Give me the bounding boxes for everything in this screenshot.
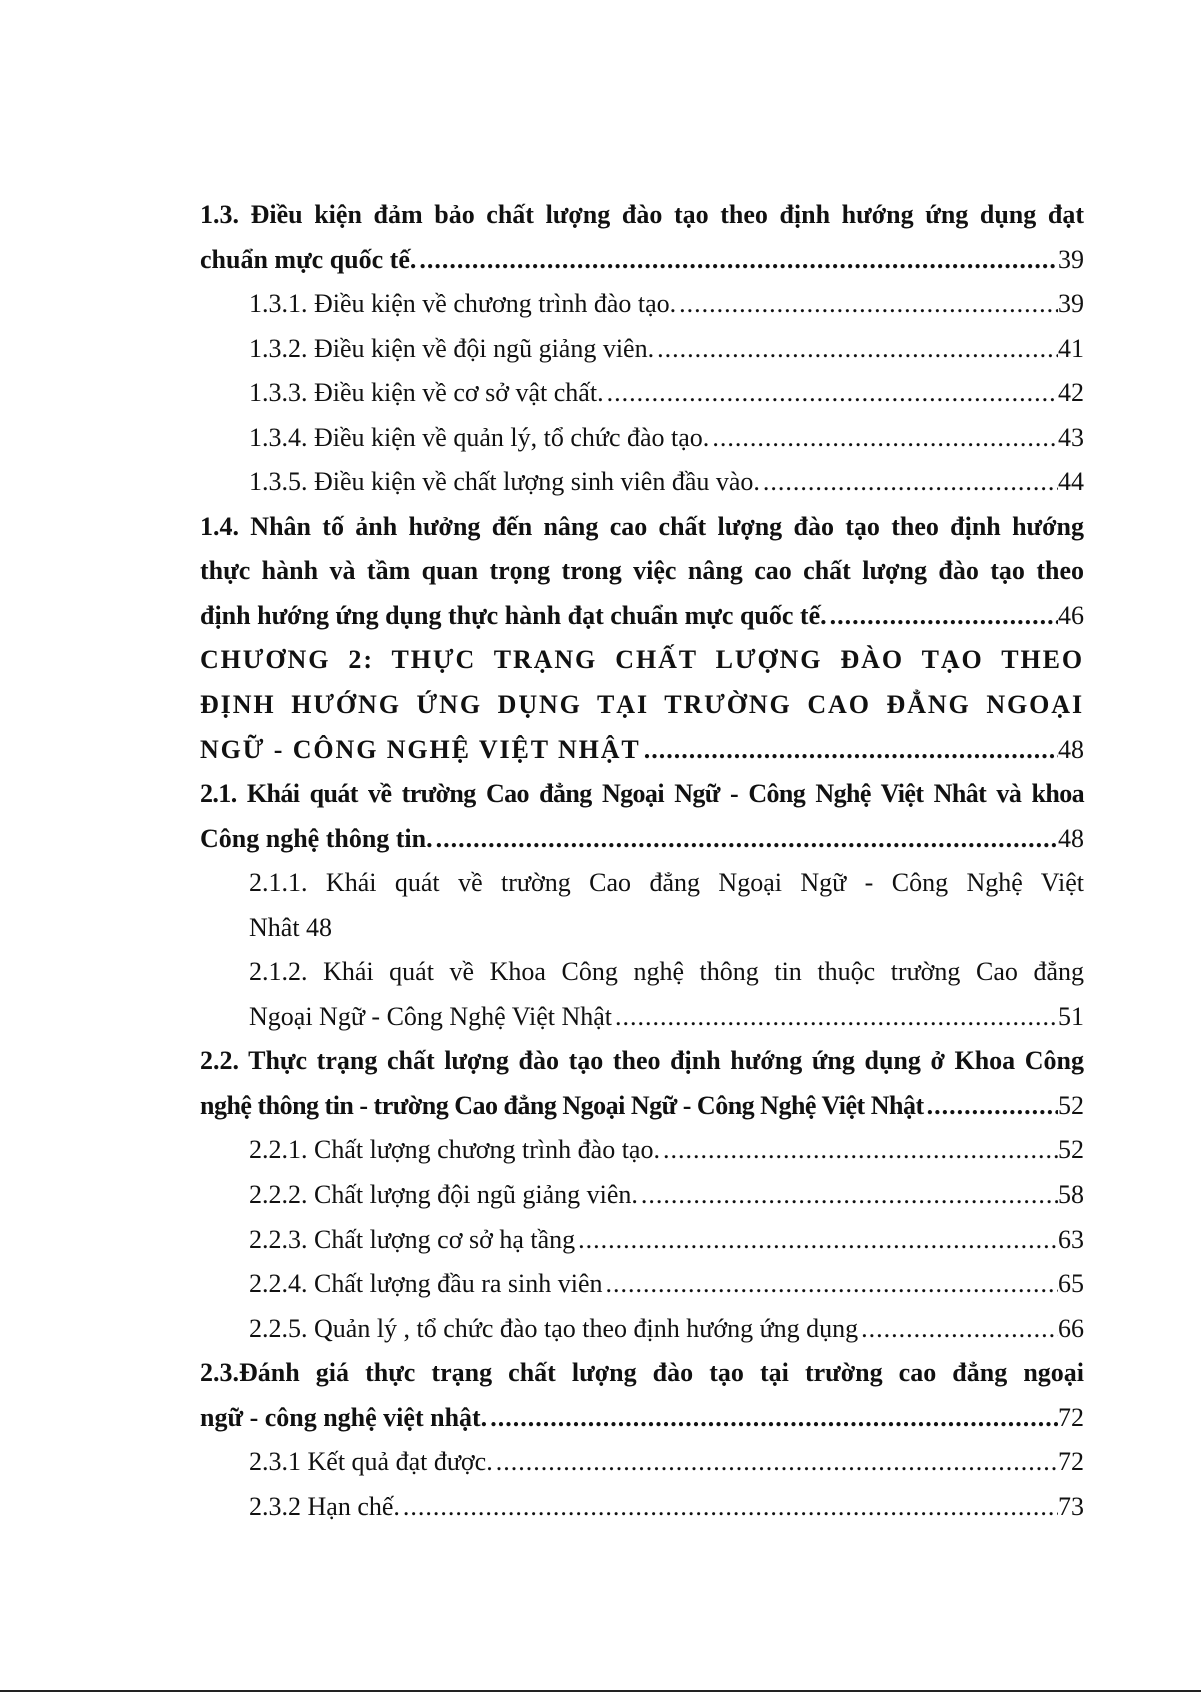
toc-entry-text: nghệ thông tin - trường Cao đẳng Ngoại Ngữ - Công Nghệ Việt Nhật xyxy=(200,1090,924,1120)
dot-leader xyxy=(641,728,1058,773)
toc-entry-2-2-5 xyxy=(200,1307,1084,1352)
page-number: 46 xyxy=(1058,600,1084,630)
page-number: 63 xyxy=(1058,1224,1084,1254)
page-number: 66 xyxy=(1058,1313,1084,1343)
toc-chapter-2 xyxy=(200,638,1084,683)
toc-entry-2-2-cont xyxy=(200,1084,1084,1129)
toc-entry-2-3-2 xyxy=(200,1485,1084,1530)
toc-entry-2-1 xyxy=(200,772,1084,817)
page-number: 39 xyxy=(1058,289,1084,319)
dot-leader xyxy=(858,1307,1058,1352)
toc-entry-text: Công nghệ thông tin. xyxy=(200,823,433,853)
page-number: 39 xyxy=(1058,244,1084,274)
dot-leader xyxy=(638,1173,1058,1218)
toc-entry-text: ngữ - công nghệ việt nhật. xyxy=(200,1402,488,1432)
toc-entry-2-1-cont xyxy=(200,817,1084,862)
dot-leader xyxy=(612,995,1058,1040)
toc-entry-text: 1.3.2. Điều kiện về đội ngũ giảng viên. xyxy=(249,333,655,363)
toc-entry-text: Nhât 48 xyxy=(249,912,333,942)
toc-entry-2-3-1 xyxy=(200,1440,1084,1485)
dot-leader xyxy=(924,1084,1058,1129)
toc-entry-text: NGỮ - CÔNG NGHỆ VIỆT NHẬT xyxy=(200,734,641,764)
toc-entry-1-3-3 xyxy=(200,371,1084,416)
toc-entry-2-1-1-cont xyxy=(200,906,1084,951)
toc-entry-text: 2.1. Khái quát về trường Cao đẳng Ngoại Ngữ - Công Nghệ Việt Nhât và khoa xyxy=(200,779,1084,809)
toc-entry-text: 2.2. Thực trạng chất lượng đào tạo theo định hướng ứng dụng ở Khoa Công xyxy=(200,1046,1084,1076)
toc-entry-text: 2.3.2 Hạn chế. xyxy=(249,1491,400,1521)
toc-entry-1-4-cont-2 xyxy=(200,594,1084,639)
page-number: 41 xyxy=(1058,333,1084,363)
toc-entry-2-2 xyxy=(200,1039,1084,1084)
toc-entry-2-1-2 xyxy=(200,950,1084,995)
toc-entry-text: 2.2.5. Quản lý , tổ chức đào tạo theo định hướng ứng dụng xyxy=(249,1313,859,1343)
toc-entry-1-4-cont xyxy=(200,549,1084,594)
toc-entry-text: định hướng ứng dụng thực hành đạt chuẩn mực quốc tế. xyxy=(200,600,827,630)
page-number: 42 xyxy=(1058,378,1084,408)
toc-entry-text: 1.3.3. Điều kiện về cơ sở vật chất. xyxy=(249,378,604,408)
dot-leader xyxy=(603,1262,1058,1307)
toc-entry-text: 1.3. Điều kiện đảm bảo chất lượng đào tạo theo định hướng ứng dụng đạt xyxy=(200,200,1084,229)
dot-leader xyxy=(487,1396,1058,1441)
page-number: 58 xyxy=(1058,1180,1084,1210)
toc-entry-1-3-4 xyxy=(200,416,1084,461)
dot-leader xyxy=(604,371,1058,416)
toc-entry-2-2-2 xyxy=(200,1173,1084,1218)
toc-entry-text: 2.3.1 Kết quả đạt được. xyxy=(249,1447,493,1477)
dot-leader xyxy=(654,327,1058,372)
page-number: 52 xyxy=(1058,1090,1084,1120)
toc-entry-text: 2.2.4. Chất lượng đầu ra sinh viên xyxy=(249,1269,603,1299)
bottom-border-line xyxy=(0,1690,1201,1692)
page-number: 44 xyxy=(1058,467,1084,497)
toc-entry-1-3-1 xyxy=(200,282,1084,327)
table-of-contents xyxy=(200,193,1084,1529)
page-number: 48 xyxy=(1058,734,1084,764)
toc-entry-2-3 xyxy=(200,1351,1084,1396)
toc-entry-text: 2.3.Đánh giá thực trạng chất lượng đào tạo tại trường cao đẳng ngoại xyxy=(200,1358,1084,1388)
page-number: 48 xyxy=(1058,823,1084,853)
toc-entry-text: ĐỊNH HƯỚNG ỨNG DỤNG TẠI TRƯỜNG CAO ĐẲNG NGOẠI xyxy=(200,690,1084,720)
dot-leader xyxy=(760,460,1058,505)
toc-entry-text: 1.4. Nhân tố ảnh hưởng đến nâng cao chất lượng đào tạo theo định hướng xyxy=(200,511,1084,541)
dot-leader xyxy=(827,594,1058,639)
page-number: 73 xyxy=(1058,1491,1084,1521)
dot-leader xyxy=(433,817,1058,862)
dot-leader xyxy=(493,1440,1058,1485)
toc-chapter-2-cont-2 xyxy=(200,728,1084,773)
toc-chapter-2-cont xyxy=(200,683,1084,728)
toc-entry-1-3-cont xyxy=(200,238,1084,283)
toc-entry-text: 2.1.2. Khái quát về Khoa Công nghệ thông tin thuộc trường Cao đẳng xyxy=(249,957,1084,987)
toc-entry-text: 2.2.1. Chất lượng chương trình đào tạo. xyxy=(249,1135,660,1165)
page-number: 52 xyxy=(1058,1135,1084,1165)
toc-entry-1-3-2 xyxy=(200,327,1084,372)
toc-entry-2-1-1 xyxy=(200,861,1084,906)
toc-entry-1-3 xyxy=(200,193,1084,238)
toc-entry-text: 1.3.4. Điều kiện về quản lý, tổ chức đào tạo. xyxy=(249,422,710,452)
toc-entry-1-4 xyxy=(200,505,1084,550)
dot-leader xyxy=(400,1485,1058,1530)
toc-entry-2-2-3 xyxy=(200,1218,1084,1263)
page-number: 65 xyxy=(1058,1269,1084,1299)
toc-entry-text: 2.2.3. Chất lượng cơ sở hạ tầng xyxy=(249,1224,576,1254)
page-number: 51 xyxy=(1058,1001,1084,1031)
toc-entry-text: 1.3.5. Điều kiện về chất lượng sinh viên đầu vào. xyxy=(249,467,760,497)
toc-entry-text: Ngoại Ngữ - Công Nghệ Việt Nhật xyxy=(249,1001,612,1031)
toc-entry-text: 2.1.1. Khái quát về trường Cao đẳng Ngoại Ngữ - Công Nghệ Việt xyxy=(249,868,1084,898)
page-number: 43 xyxy=(1058,422,1084,452)
dot-leader xyxy=(660,1128,1058,1173)
toc-entry-2-2-1 xyxy=(200,1128,1084,1173)
toc-entry-2-1-2-cont xyxy=(200,995,1084,1040)
dot-leader xyxy=(416,238,1058,283)
toc-entry-text: thực hành và tầm quan trọng trong việc nâng cao chất lượng đào tạo theo xyxy=(200,556,1084,586)
toc-entry-2-2-4 xyxy=(200,1262,1084,1307)
page-number: 72 xyxy=(1058,1402,1084,1432)
dot-leader xyxy=(575,1218,1058,1263)
dot-leader xyxy=(676,282,1058,327)
toc-entry-text: 2.2.2. Chất lượng đội ngũ giảng viên. xyxy=(249,1180,638,1210)
toc-entry-1-3-5 xyxy=(200,460,1084,505)
toc-entry-text: 1.3.1. Điều kiện về chương trình đào tạo. xyxy=(249,289,677,319)
dot-leader xyxy=(709,416,1058,461)
toc-entry-2-3-cont xyxy=(200,1396,1084,1441)
toc-entry-text: chuẩn mực quốc tế. xyxy=(200,244,417,274)
page-number: 72 xyxy=(1058,1447,1084,1477)
toc-entry-text: CHƯƠNG 2: THỰC TRẠNG CHẤT LƯỢNG ĐÀO TẠO THEO xyxy=(200,645,1084,675)
